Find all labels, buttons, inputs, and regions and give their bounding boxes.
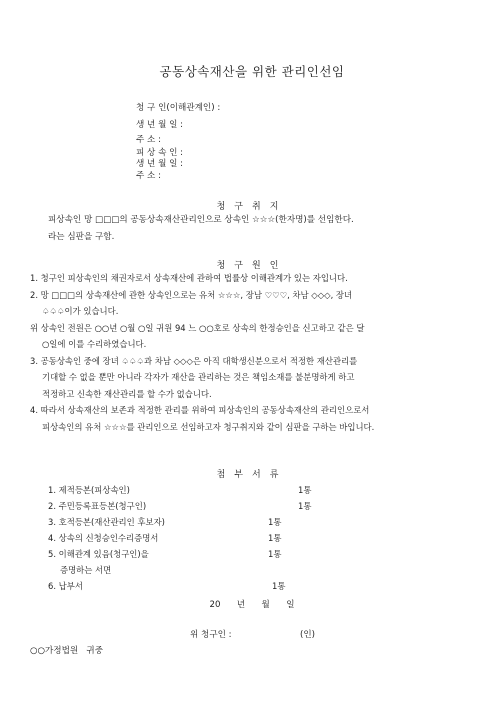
attachment-2-name: 2. 주민등록표등본(청구인) [48,501,147,511]
document-title: 공동상속재산을 위한 관리인선임 [159,64,345,79]
decedent-address-label: 주 소 : [136,171,161,181]
attachment-5-count: 1통 [268,549,282,559]
decedent-birthdate-label: 생 년 월 일 : [136,159,184,169]
cause-item-1: 1. 청구인 피상속인의 채권자로서 상속재산에 관하여 법률상 이해관계가 있는 자입니다. [30,273,348,283]
attachment-4-count: 1통 [268,533,282,543]
purpose-line-1: 피상속인 망 □□□의 공동상속재산관리인으로 상속인 ☆☆☆(한자명)를 선임한다. [48,215,354,225]
attachment-2 [48,500,312,512]
cause-item-3: 3. 공동상속인 중에 장녀 ♤♤♤과 차남 ◇◇◇은 아직 대학생신분으로서 적정한 재산관리를 기대할 수 없을 뿐만 아니라 각자가 재산을 관리하는 것은 책임소재를 불분명하게 하고 적정하고 신속한 재산관리를 할 수가 없습니다. [30,355,358,399]
attachments-heading: 첨부서류 [216,470,288,480]
purpose-line-2: 라는 심판을 구함. [48,232,115,242]
signature-label: 위 청구인 : [190,630,232,640]
claimant-address-label: 주 소 : [136,135,161,145]
attachment-1-count: 1통 [298,485,312,495]
attachment-2-count: 1통 [298,501,312,511]
decedent-label: 피 상 속 인 : [136,148,184,158]
cause-item-4: 4. 따라서 상속재산의 보존과 적정한 관리를 위하여 피상속인의 공동상속재산의 관리인으로서 피상속인의 유처 ☆☆☆를 관리인으로 선임하고자 청구취지와 같이 심판을 구하는 바입니다. [30,405,375,432]
attachment-5-name: 5. 이해관계 있음(청구인)을 [48,549,149,559]
attachment-6 [48,580,286,592]
purpose-heading: 청구취지 [216,202,288,212]
cause-body [30,270,470,435]
cause-heading: 청구원인 [216,261,288,271]
attachment-3-count: 1통 [268,517,282,527]
attachment-5-extra: 증명하는 서면 [60,565,112,575]
attachment-4 [48,532,282,544]
date-line: 20 년 월 일 [209,600,295,610]
attachment-1 [48,484,312,496]
attachment-6-count: 1통 [272,581,286,591]
claimant-label: 청 구 인(이해관계인) : [136,103,221,113]
cause-item-2: 2. 망 □□□의 상속재산에 관한 상속인으로는 유처 ☆☆☆, 장남 ♡♡♡, 차남 ◇◇◇, 장녀 ♤♤♤이가 있습니다. [30,289,353,316]
cause-item-w: 위 상속인 전원은 ○○년 ○월 ○일 귀원 94 느 ○○호로 상속의 한정승인을 신고하고 같은 달 ○일에 이를 수리하였습니다. [30,322,365,349]
court-name: ○○가정법원 귀중 [30,646,104,656]
signature-seal: (인) [300,630,316,640]
attachment-5 [48,548,282,560]
attachment-4-name: 4. 상속의 신청승인수리증명서 [48,533,159,543]
attachment-6-name: 6. 납부서 [48,581,83,591]
claimant-birthdate-label: 생 년 월 일 : [136,120,184,130]
attachment-3-name: 3. 호적등본(재산관리인 후보자) [48,517,165,527]
attachment-1-name: 1. 제적등본(피상속인) [48,485,130,495]
attachment-3 [48,516,282,528]
